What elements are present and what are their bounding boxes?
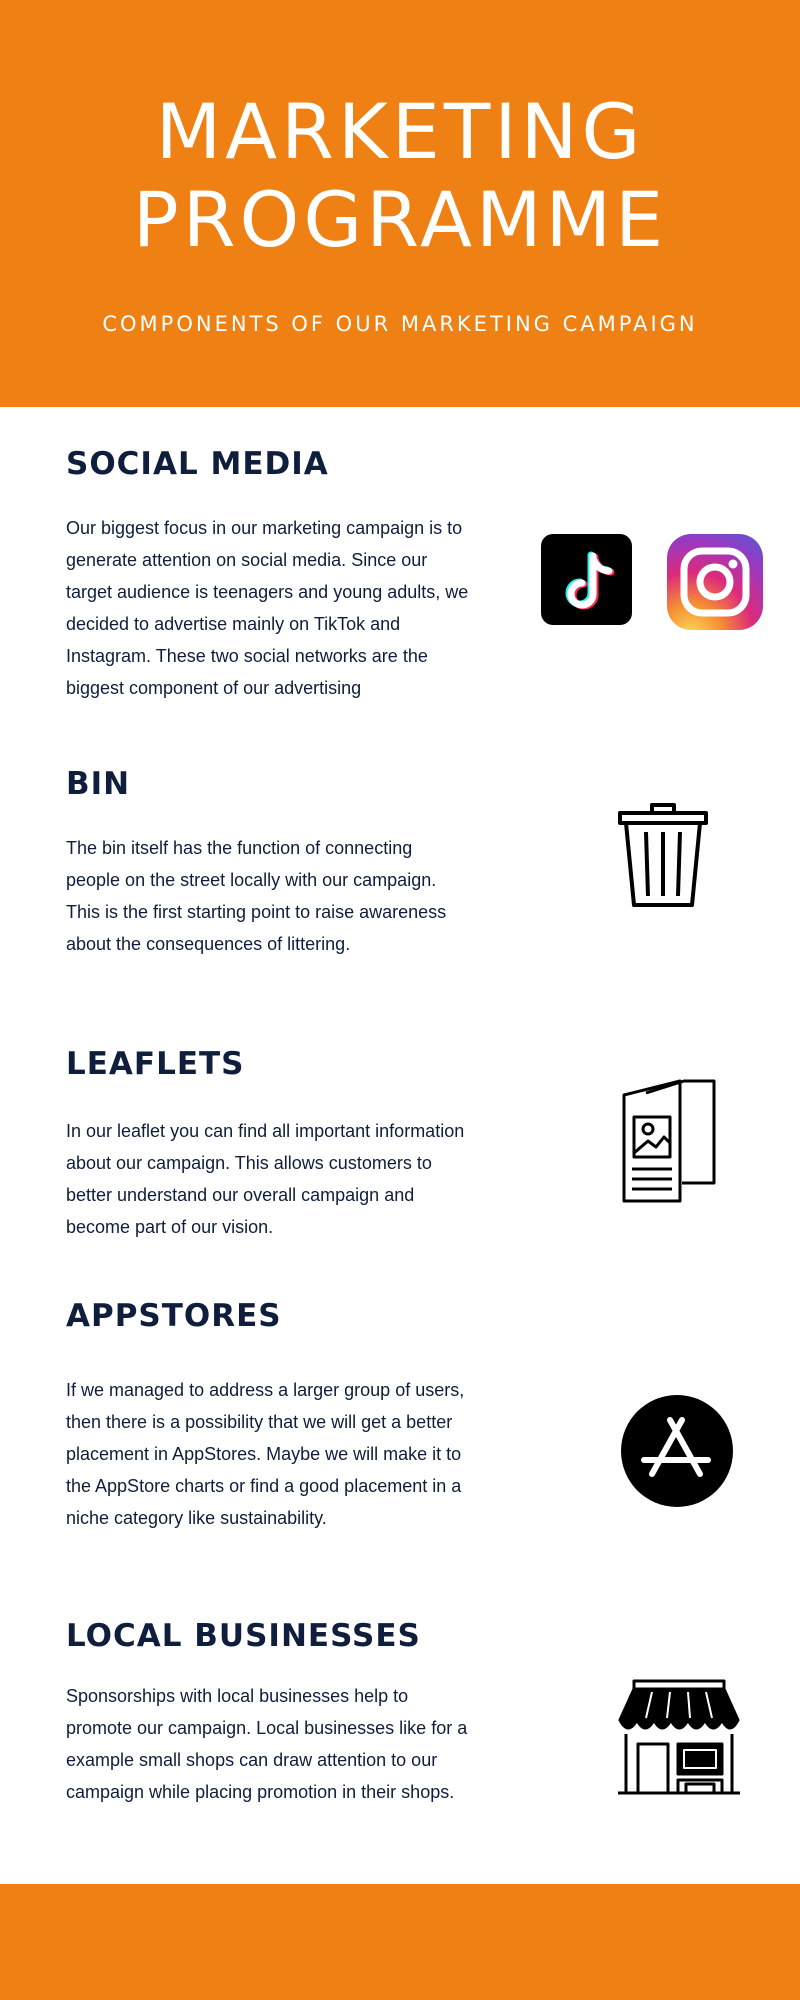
storefront-icon bbox=[616, 1678, 742, 1796]
section-title-local-businesses: LOCAL BUSINESSES bbox=[66, 1618, 421, 1654]
header-banner bbox=[0, 0, 800, 407]
tiktok-icon bbox=[541, 534, 632, 625]
section-body-bin: The bin itself has the function of connecting people on the street locally with our campaign. This is the first starting point to raise awareness about the consequences of littering. bbox=[66, 838, 447, 954]
section-body-leaflets: In our leaflet you can find all important information about our campaign. This allows customers to better understand our overall campaign and become part of our vision. bbox=[66, 1121, 465, 1237]
section-title-appstores: APPSTORES bbox=[66, 1298, 282, 1334]
trash-bin-icon bbox=[616, 802, 710, 908]
footer-banner bbox=[0, 1884, 800, 2000]
leaflet-icon bbox=[620, 1079, 716, 1203]
page-subtitle: COMPONENTS OF OUR MARKETING CAMPAIGN bbox=[102, 312, 698, 336]
section-title-bin: BIN bbox=[66, 766, 131, 802]
section-body-appstores: If we managed to address a larger group of users, then there is a possibility that we will get a better placement in AppStores. Maybe we will make it to the AppStore charts or find a good placement in a niche category like sustainability. bbox=[66, 1380, 465, 1528]
section-body-social-media: Our biggest focus in our marketing campaign is to generate attention on social media. Since our target audience is teenagers and young adults, we decided to advertise mainly on TikTok and Instagram. These two social networks are the biggest component of our advertising bbox=[66, 518, 469, 698]
page-title bbox=[0, 88, 800, 264]
app-store-icon bbox=[620, 1394, 734, 1508]
page-title-line-2: PROGRAMME bbox=[132, 175, 668, 264]
section-title-social-media: SOCIAL MEDIA bbox=[66, 446, 329, 482]
section-body-local-businesses: Sponsorships with local businesses help to promote our campaign. Local businesses like for a example small shops can draw attention to our campaign while placing promotion in their shops. bbox=[66, 1686, 468, 1802]
page-title-line-1: MARKETING bbox=[155, 87, 645, 176]
instagram-icon bbox=[667, 534, 763, 630]
section-title-leaflets: LEAFLETS bbox=[66, 1046, 245, 1082]
